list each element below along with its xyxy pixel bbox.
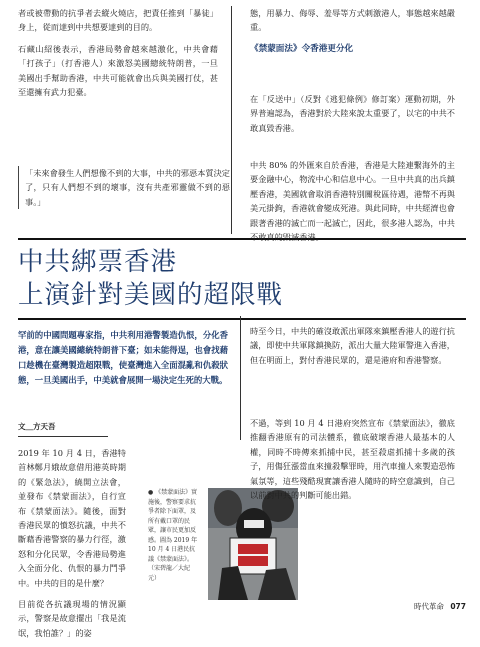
right-column-body-2 bbox=[250, 158, 455, 251]
author-byline: 文＿方天吾 bbox=[18, 422, 56, 431]
lead-text: 罕前的中國問題專家指，中共利用港警製造仇恨，分化香港，意在讓美國總統特朗普下臺；如未能得逞，也會找藉口趁機在臺灣製造超限戰，使臺灣進入全面混亂和仇殺狀態，一旦美國出手，中美就會展開一場決定生死的大戰。 bbox=[18, 330, 228, 385]
left-body-paragraph-1: 2019 年 10 月 4 日，香港特首林鄭月娥故意借用港英時期的《緊急法》，繞開立法會，並發布《禁蒙面法》，自行宣布《禁蒙面法》。隨後，面對香港民眾的憤怒抗議，中共不斷藉香港警察的暴力行徑，激怒和分化民眾，令香港局勢進入全面分化、仇恨的暴力鬥爭中。中共的目的是什麼？ bbox=[18, 448, 126, 588]
right-paragraph-1: 在「反送中」（反對《逃犯條例》修訂案）運動初期，外界普遍認為，香港對於大陸來說太重要了，以宅的中共不敢真毀香港。 bbox=[250, 94, 455, 133]
headline-line-2: 上演針對美國的超限戰 bbox=[18, 280, 284, 310]
left-body-paragraph-2: 目前從各抗議現場的情況顯示，警察是故意擺出「我是流氓，我怕誰？」的姿 bbox=[18, 599, 126, 638]
right-column-body bbox=[250, 92, 455, 142]
left-body-column bbox=[18, 446, 126, 647]
right-column-body-4 bbox=[250, 416, 455, 509]
left-top-paragraph-2: 石藏山紹後表示，香港局勢會越來越激化，中共會藉「打孩子」（打香港人）來激怒美國總統特朗普，一旦美國出手幫助香港，中共可能就會出兵與美國打仗，甚至還擁有武力犯臺。 bbox=[18, 43, 218, 98]
headline-line-1: 中共綁票香港 bbox=[18, 247, 178, 277]
right-column-body-3 bbox=[250, 324, 455, 374]
caption-text: 《禁蒙面法》實施後，警察要求抗爭者除下面罩，及所有戴口罩的民眾，讓市民更加反感。圖為 2019 年 10 月 4 日港民抗議《禁蒙面法》。（宋碧龍／大紀元） bbox=[148, 489, 198, 582]
left-top-paragraph-1: 者或被帶動的抗爭者去縱火燒店，把責任推到「暴徒」身上，從而達到中共想要達到的目的。 bbox=[18, 8, 218, 33]
right-paragraph-3: 時至今日，中共的確沒敢派出軍隊來鎮壓香港人的遊行抗議，即使中共軍隊鎮換防，派出大量大陸軍警進入香港，但在明面上，對付香港民眾的，還是港府和香港警察。 bbox=[250, 326, 455, 365]
right-column bbox=[250, 6, 455, 66]
right-paragraph-4: 不過，等到 10 月 4 日港府突然宣布《禁蒙面法》，徹底推翻香港原有的司法體系，徹底破壞香港人最基本的人權，同時不時傳來抓捕中民，甚至殺虐抓捕十多歲的孩子，用傷狂漲當血來撞殺擊罪時，用汽車撞人來製造恐怖氣氛等，這些殘酷現實讓香港人隨時的時空意識到，自己以前對中共的判斷可能出錯。 bbox=[250, 418, 455, 501]
right-paragraph-2: 中共 80% 的外匯來自於香港，香港是大陸連繫海外的主要金融中心，物流中心和信息中心。一旦中共真的出兵鎮壓香港，美國就會取消香港特別關稅區待遇，港幣不再與美元掛鉤，香港就會變成死港。與此同時，中共經濟也會跟著香港的滅亡而一起滅亡，因此，很多港人認為，中共不敢真的毀滅香港。 bbox=[250, 160, 455, 243]
left-top-column bbox=[18, 6, 218, 106]
pull-quote bbox=[18, 166, 230, 209]
page-footer bbox=[414, 601, 466, 612]
pull-quote-text: 「未來會發生人們想像不到的大事，中共的邪惡本質決定了，只有人們想不到的壞事，沒有共產邪靈做不到的惡事。」 bbox=[25, 168, 230, 207]
column-divider-bottom bbox=[240, 316, 241, 440]
magazine-name: 時代革命 bbox=[413, 602, 444, 611]
caption-bullet: ● bbox=[148, 489, 156, 496]
photo-caption bbox=[148, 488, 198, 583]
author-rule bbox=[18, 436, 108, 437]
column-divider-top bbox=[231, 6, 232, 234]
page-number: 077 bbox=[450, 602, 466, 611]
right-paragraph-top: 態，用暴力、侮辱、羞辱等方式刺激港人，事態越來越嚴重。 bbox=[250, 8, 455, 33]
section-subhead: 《禁蒙面法》令香港更分化 bbox=[250, 43, 354, 54]
lead-paragraph bbox=[18, 328, 228, 388]
